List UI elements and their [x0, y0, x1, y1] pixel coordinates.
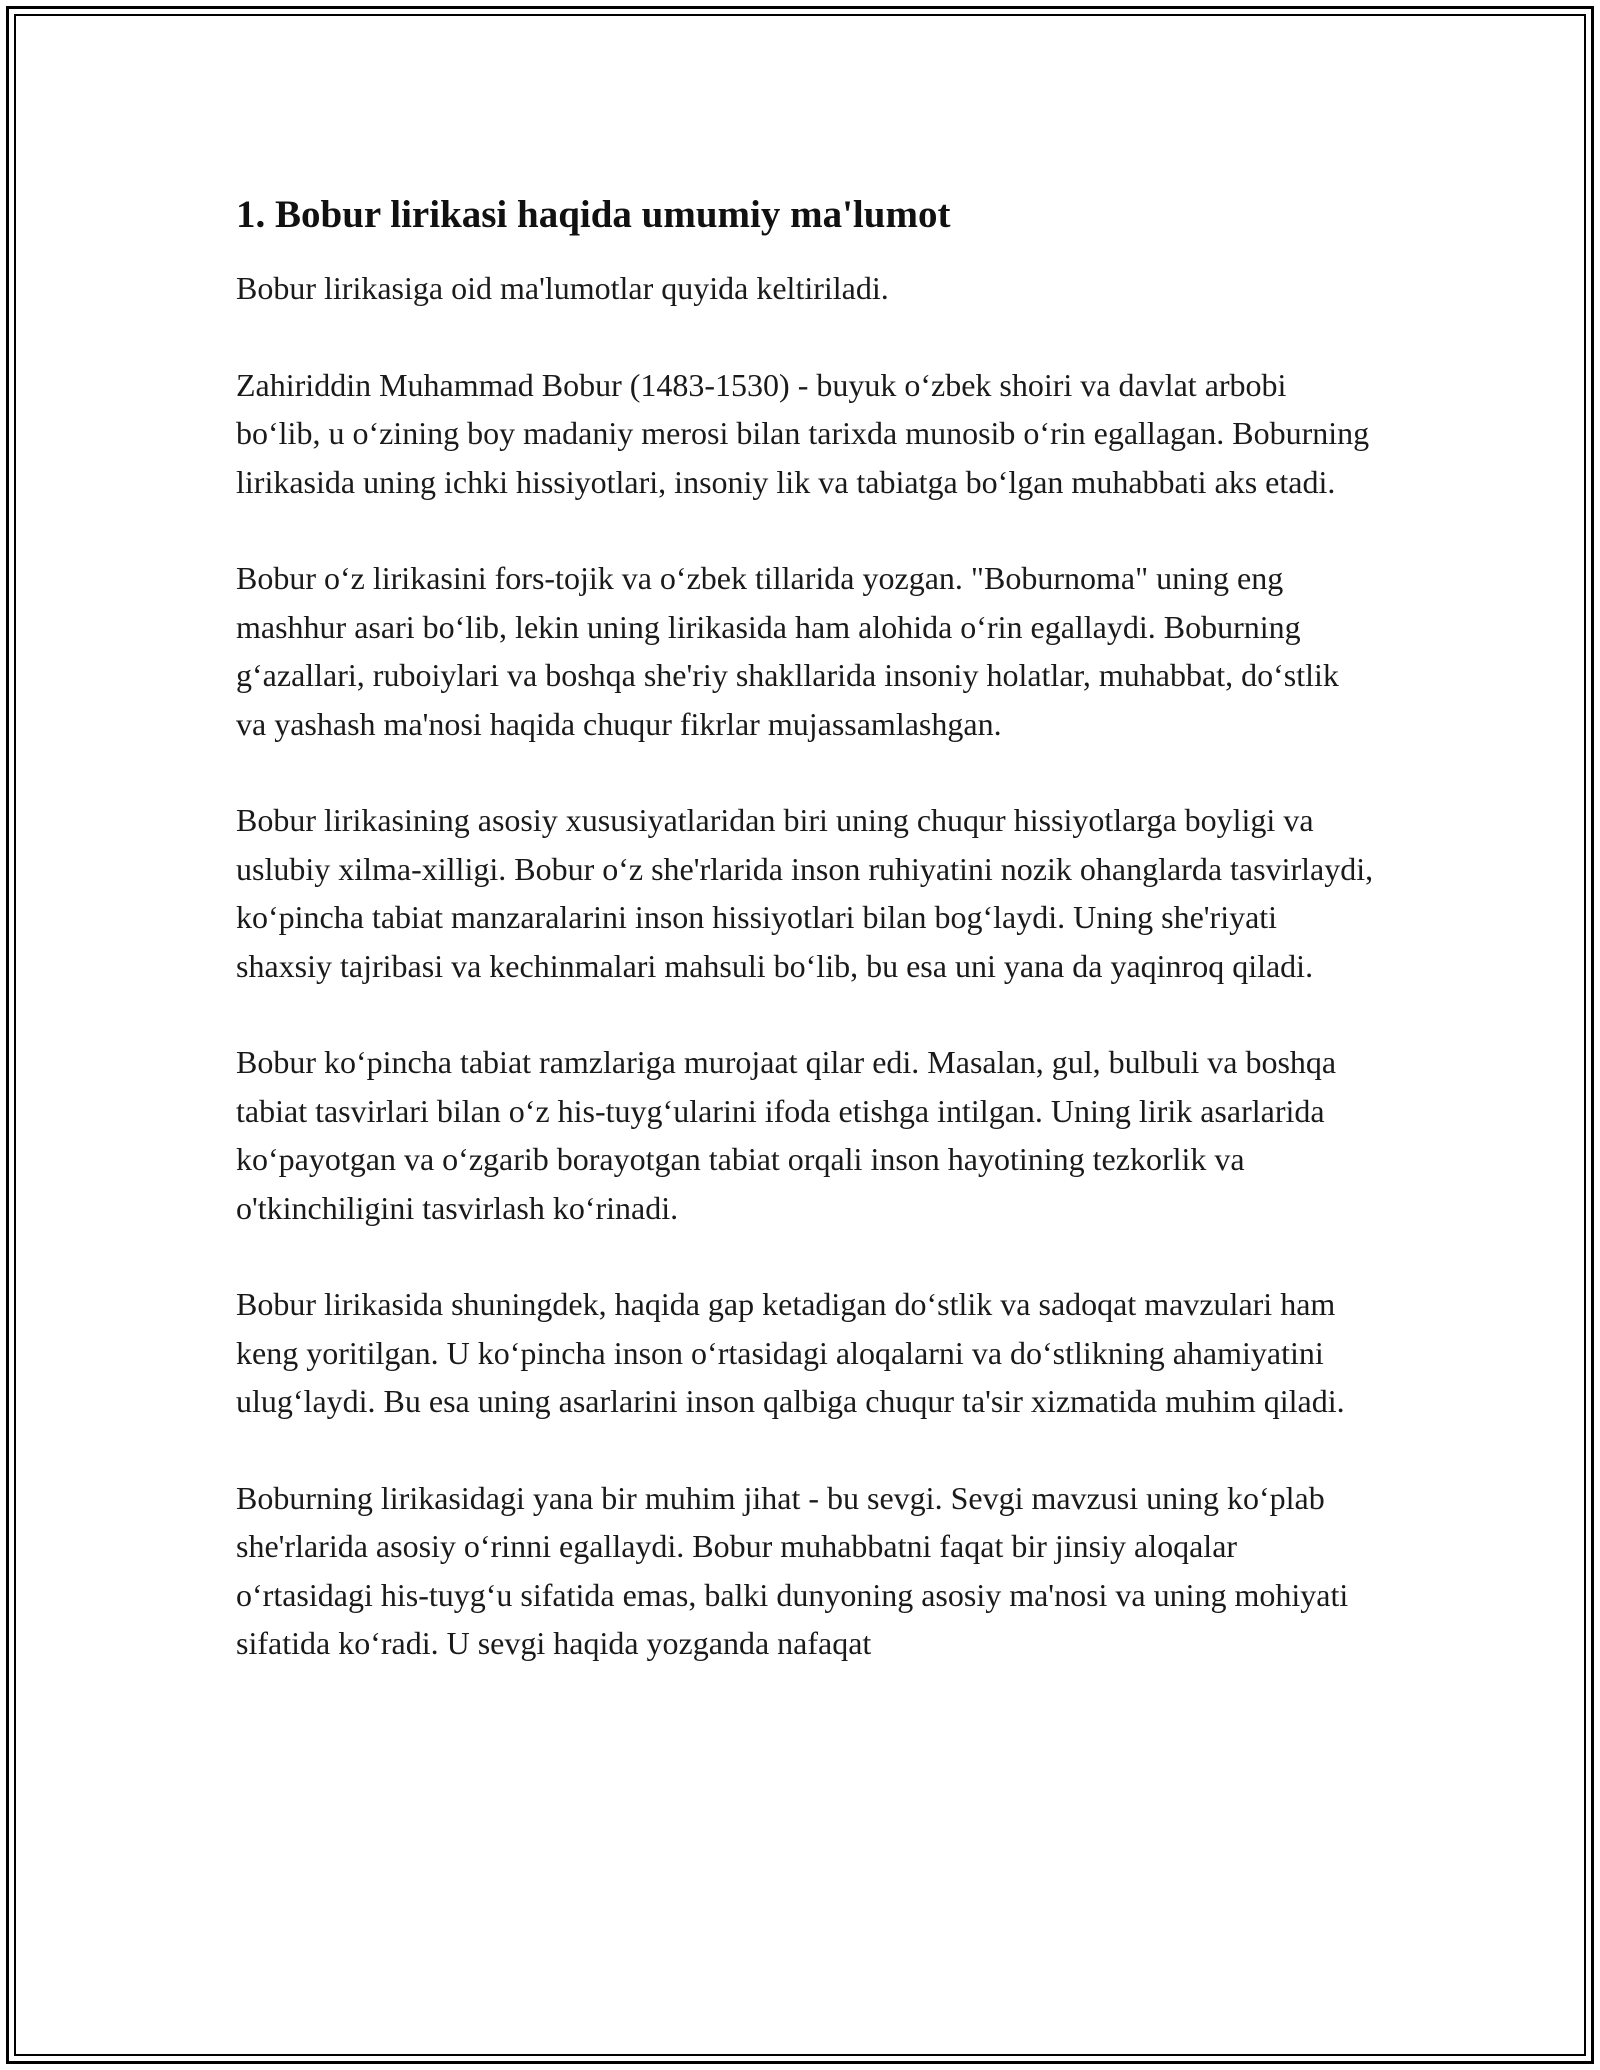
- biography-paragraph: Zahiriddin Muhammad Bobur (1483-1530) - buyuk o‘zbek shoiri va davlat arbobi bo‘lib, u o‘zining boy madaniy merosi bilan tarixda munosib o‘rin egallagan. Boburning lirikasida uning ichki hissiyotlari, insoniy lik va tabiatga bo‘lgan muhabbati aks etadi.: [236, 366, 1370, 500]
- document-body: [236, 188, 1376, 1716]
- intro-paragraph: Bobur lirikasiga oid ma'lumotlar quyida keltiriladi.: [236, 270, 889, 306]
- features-paragraph: Bobur lirikasining asosiy xususiyatlaridan biri uning chuqur hissiyotlarga boyligi va uslubiy xilma-xilligi. Bobur o‘z she'rlarida inson ruhiyatini nozik ohanglarda tasvirlaydi, ko‘pincha tabiat manzaralarini inson hissiyotlari bilan bog‘laydi. Uning she'riyati shaxsiy tajribasi va kechinmalari mahsuli bo‘lib, bu esa uni yana da yaqinroq qiladi.: [236, 802, 1374, 984]
- nature-symbols-paragraph: Bobur ko‘pincha tabiat ramzlariga murojaat qilar edi. Masalan, gul, bulbuli va boshqa tabiat tasvirlari bilan o‘z his-tuyg‘ularini ifoda etishga intilgan. Uning lirik asarlarida ko‘payotgan va o‘zgarib borayotgan tabiat orqali inson hayotining tezkorlik va o'tkinchiligini tasvirlash ko‘rinadi.: [236, 1044, 1337, 1226]
- languages-paragraph: Bobur o‘z lirikasini fors-tojik va o‘zbek tillarida yozgan. "Boburnoma" uning eng mashhur asari bo‘lib, lekin uning lirikasida ham alohida o‘rin egallaydi. Boburning g‘azallari, ruboiylari va boshqa she'riy shakllarida insoniy holatlar, muhabbat, do‘stlik va yashash ma'nosi haqida chuqur fikrlar mujassamlashgan.: [236, 560, 1339, 742]
- friendship-paragraph: Bobur lirikasida shuningdek, haqida gap ketadigan do‘stlik va sadoqat mavzulari ham keng yoritilgan. U ko‘pincha inson o‘rtasidagi aloqalarni va do‘stlikning ahamiyatini ulug‘laydi. Bu esa uning asarlarini inson qalbiga chuqur ta'sir xizmatida muhim qiladi.: [236, 1286, 1345, 1419]
- page-title: 1. Bobur lirikasi haqida umumiy ma'lumot: [236, 193, 951, 236]
- love-paragraph: Boburning lirikasidagi yana bir muhim jihat - bu sevgi. Sevgi mavzusi uning ko‘plab she'rlarida asosiy o‘rinni egallaydi. Bobur muhabbatni faqat bir jinsiy aloqalar o‘rtasidagi his-tuyg‘u sifatida emas, balki dunyoning asosiy ma'nosi va uning mohiyati sifatida ko‘radi. U sevgi haqida yozganda nafaqat: [236, 1479, 1349, 1661]
